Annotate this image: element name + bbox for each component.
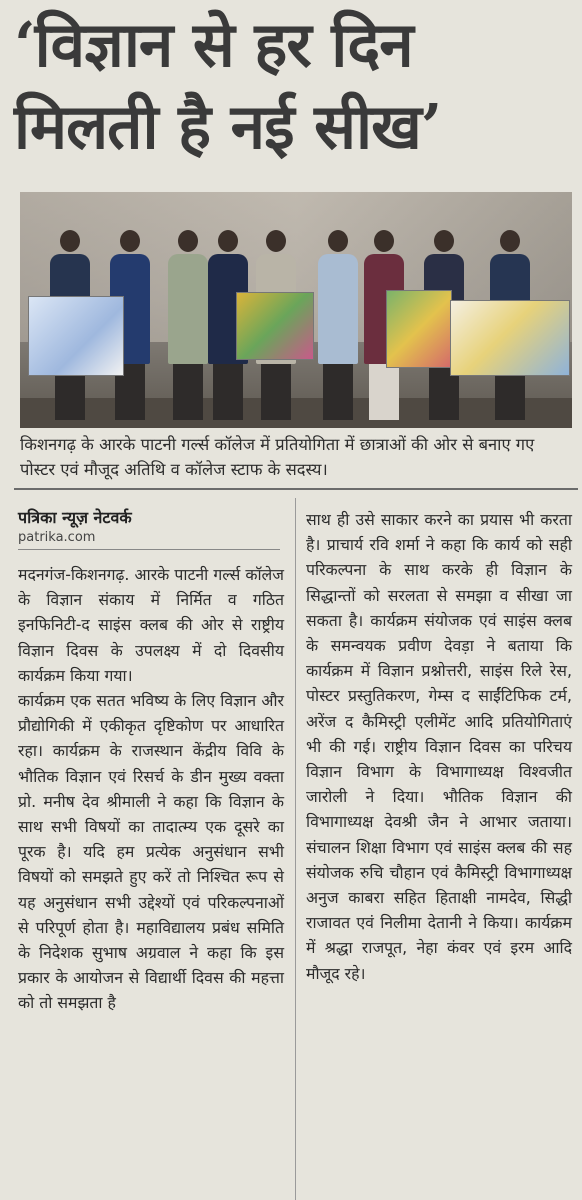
byline-network: पत्रिका न्यूज़ नेटवर्क: [18, 508, 132, 527]
photo-person: [318, 230, 358, 420]
headline: [14, 4, 574, 168]
article-column-right: साथ ही उसे साकार करने का प्रयास भी करता है। प्राचार्य रवि शर्मा ने कहा कि कार्य को सही परिकल्पना के साथ करके ही विज्ञान के सिद्धान्तों को सरलता से समझा व सीखा जा सकता है। कार्यक्रम संयोजक एवं साइंस क्लब के समन्वयक प्रवीण देवड़ा ने बताया कि कार्यक्रम में विज्ञान प्रश्नोत्तरी, साइंस रिले रेस, पोस्टर प्रस्तुतिकरण, गेम्स द साईंटिफिक टर्म, अरेंज द कैमिस्ट्री एलीमेंट आदि प्रतियोगिताएं भी की गई। राष्ट्रीय विज्ञान दिवस का परिचय विज्ञान विभाग के विभागाध्यक्ष विश्वजीत जारोली ने दिया। भौतिक विज्ञान की विभागाध्यक्ष देवश्री जैन ने आभार जताया। संचालन शिक्षा विभाग एवं साइंस क्लब की सह संयोजक रुचि चौहान एवं कैमिस्ट्री विभागाध्यक्ष अनुज काबरा सहित हिताक्षी नामदेव, सिद्धी राजावत एवं निलीमा देतानी ने किया। कार्यक्रम में श्रद्धा राजपूत, नेहा कंवर एवं इरम आदि मौजूद रहे।: [306, 510, 572, 983]
student-poster: [450, 300, 570, 376]
student-poster: [236, 292, 314, 360]
photo-person: [168, 230, 208, 420]
article-column-left: मदनगंज-किशनगढ़. आरके पाटनी गर्ल्स कॉलेज के विज्ञान संकाय में निर्मित व गठित इनफिनिटी-द साइंस क्लब की ओर से राष्ट्रीय विज्ञान दिवस के उपलक्ष्य में दो दिवसीय कार्यक्रम किया गया। कार्यक्रम एक सतत भविष्य के लिए विज्ञान और प्रौद्योगिकी में एकीकृत दृष्टिकोण पर आधारित रहा। कार्यक्रम के राजस्थान केंद्रीय विवि के भौतिक विज्ञान एवं रिसर्च के डीन मुख्य वक्ता प्रो. मनीष देव श्रीमाली ने कहा कि विज्ञान के साथ सभी विषयों का तादात्म्य एक दूसरे का पूरक है। यदि हम प्रत्येक अनुसंधान सभी विषयों को समझते हुए करें तो निश्चित रूप से यह अनुसंधान सभी उद्देश्यों एवं परिकल्पनाओं से परिपूर्ण होता है। महाविद्यालय प्रबंध समिति के निदेशक सुभाष अग्रवाल ने कहा कि इस प्रकार के आयोजन से विद्यार्थी दिवस की महत्ता को तो समझता है: [18, 565, 284, 1013]
headline-line-1: ‘विज्ञान से हर दिन: [14, 8, 413, 81]
byline-site: patrika.com: [18, 530, 96, 545]
headline-line-2: मिलती है नई सीख’: [14, 90, 442, 163]
student-poster: [28, 296, 124, 376]
divider: [18, 549, 280, 550]
news-photo: [20, 192, 572, 428]
student-poster: [386, 290, 452, 368]
column-divider: [295, 498, 296, 1200]
divider: [14, 488, 578, 490]
photo-caption: किशनगढ़ के आरके पाटनी गर्ल्स कॉलेज में प्रतियोगिता में छात्राओं की ओर से बनाए गए पोस्टर एवं मौजूद अतिथि व कॉलेज स्टाफ के सदस्य।: [20, 435, 535, 479]
